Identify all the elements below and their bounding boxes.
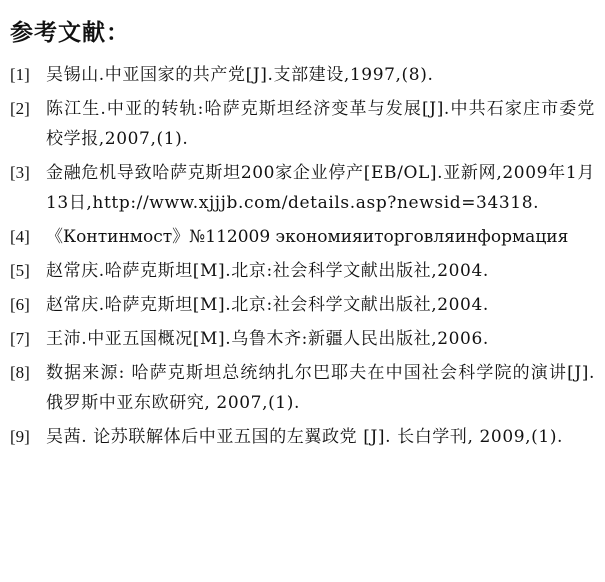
- reference-number: [9]: [10, 427, 30, 446]
- reference-text: 吴茜. 论苏联解体后中亚五国的左翼政党 [J]. 长白学刊, 2009,(1).: [46, 427, 564, 447]
- reference-text: 金融危机导致哈萨克斯坦200家企业停产[EB/OL].亚新网,2009年1月13日,http://www.xjjjb.com/details.asp?newsid=34318.: [46, 163, 595, 213]
- reference-number: [4]: [10, 227, 30, 246]
- reference-item: [10, 94, 595, 154]
- references-heading: 参考文献：: [10, 20, 130, 46]
- reference-text: 王沛.中亚五国概况[M].乌鲁木齐:新疆人民出版社,2006.: [46, 329, 489, 349]
- reference-number: [2]: [10, 99, 30, 118]
- reference-number: [5]: [10, 261, 30, 280]
- reference-number: [1]: [10, 65, 30, 84]
- reference-text: 《Континмост》№112009 экономияиторговляинформация: [46, 227, 569, 247]
- reference-item: [10, 422, 595, 452]
- reference-text: 赵常庆.哈萨克斯坦[M].北京:社会科学文献出版社,2004.: [46, 295, 489, 315]
- reference-item: [10, 60, 595, 90]
- reference-item: [10, 324, 595, 354]
- reference-item: [10, 222, 595, 252]
- reference-list: [10, 60, 595, 456]
- reference-number: [7]: [10, 329, 30, 348]
- reference-item: [10, 290, 595, 320]
- reference-item: [10, 358, 595, 418]
- reference-text: 数据来源: 哈萨克斯坦总统纳扎尔巴耶夫在中国社会科学院的演讲[J].俄罗斯中亚东欧研究, 2007,(1).: [46, 363, 595, 413]
- reference-number: [8]: [10, 363, 30, 382]
- reference-text: 吴锡山.中亚国家的共产党[J].支部建设,1997,(8).: [46, 65, 434, 85]
- reference-item: [10, 158, 595, 218]
- reference-item: [10, 256, 595, 286]
- reference-text: 赵常庆.哈萨克斯坦[M].北京:社会科学文献出版社,2004.: [46, 261, 489, 281]
- reference-text: 陈江生.中亚的转轨:哈萨克斯坦经济变革与发展[J].中共石家庄市委党校学报,2007,(1).: [46, 99, 595, 149]
- reference-number: [3]: [10, 163, 30, 182]
- reference-number: [6]: [10, 295, 30, 314]
